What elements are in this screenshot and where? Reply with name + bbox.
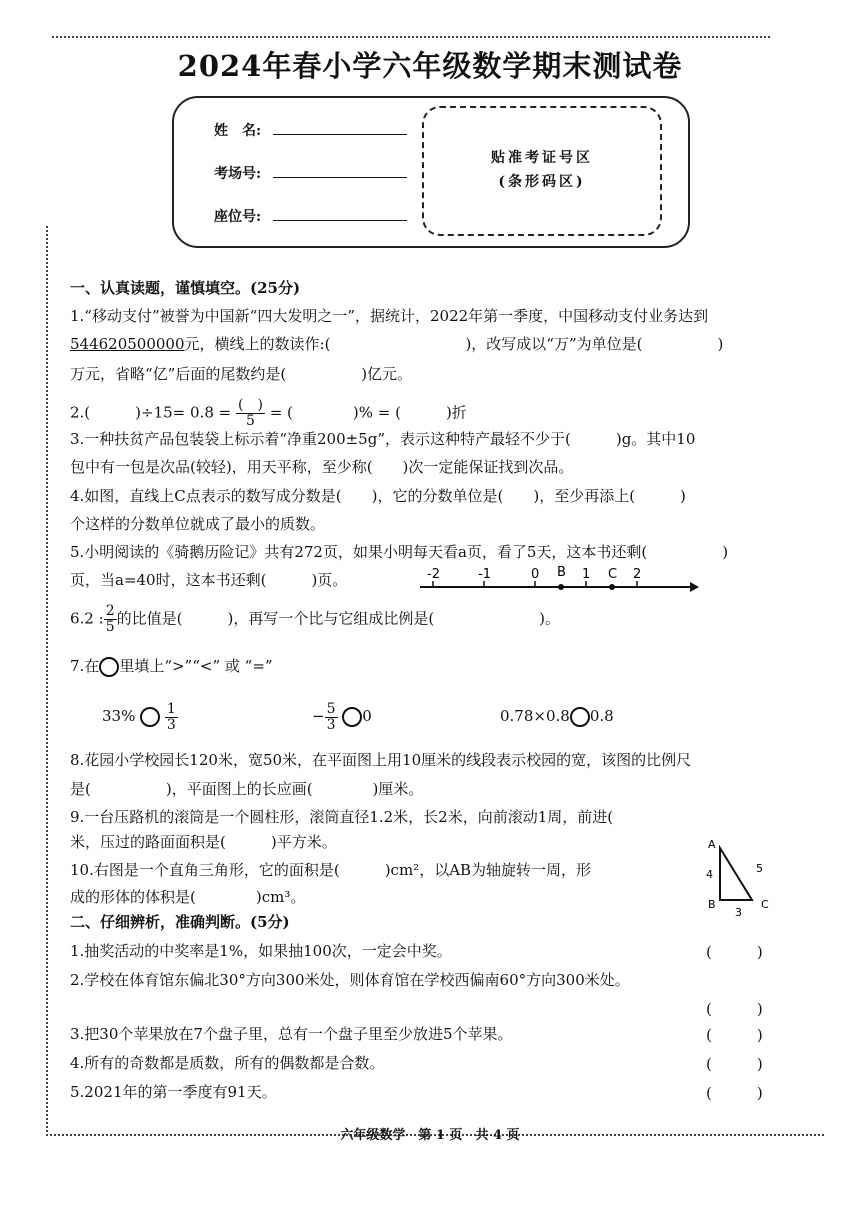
seat-field[interactable] xyxy=(273,220,407,221)
q7-c2-sign: − xyxy=(312,707,325,725)
q9-line2: 米，压过的路面面积是( )平方米。 xyxy=(70,833,337,851)
q6-text-b: 的比值是( )，再写一个比与它组成比例是( )。 xyxy=(116,609,561,628)
triangle-shape xyxy=(720,848,752,900)
barcode-area xyxy=(422,106,662,236)
q5-line1: 5.小明阅读的《骑鹅历险记》共有272页，如果小明每天看a页，看了5天，这本书还剩( ) xyxy=(70,543,729,561)
q8-line2: 是( )，平面图上的长应画( )厘米。 xyxy=(70,780,424,798)
name-label: 姓 名: xyxy=(214,123,262,139)
judge-item-3: 3.把30个苹果放在7个盘子里，总有一个盘子里至少放进5个苹果。 xyxy=(70,1025,513,1043)
answer-paren-3[interactable]: ( ) xyxy=(706,1026,763,1044)
q7-compare-3 xyxy=(500,700,614,732)
q2-fraction xyxy=(236,398,265,429)
q7-c3-left: 0.78×0.8 xyxy=(500,707,570,725)
side-ac-label: 5 xyxy=(756,862,763,875)
q2-frac-den: 5 xyxy=(245,413,255,429)
point-c-label: C xyxy=(608,567,618,582)
point-b-label: B xyxy=(557,565,566,580)
compare-circle-2[interactable] xyxy=(342,707,362,727)
q7-c2-right: 0 xyxy=(362,707,372,725)
q7-c1-den: 3 xyxy=(166,716,176,733)
q7-c3-right: 0.8 xyxy=(589,707,614,725)
q7-text-a: 7.在 xyxy=(70,657,100,675)
room-label: 考场号: xyxy=(214,166,262,182)
q6-line xyxy=(70,604,560,635)
room-field[interactable] xyxy=(273,177,407,178)
judge-item-1: 1.抽奖活动的中奖率是1%，如果抽100次，一定会中奖。 xyxy=(70,942,452,960)
seat-label: 座位号: xyxy=(214,209,262,225)
compare-circle-1[interactable] xyxy=(140,707,160,727)
vertex-a-label: A xyxy=(708,838,716,851)
q3-line1: 3.一种扶贫产品包装袋上标示着“净重200±5g”，表示这种特产最轻不少于( )g。其中10 xyxy=(70,430,696,448)
right-triangle-figure xyxy=(700,832,780,918)
answer-paren-4[interactable]: ( ) xyxy=(706,1055,763,1073)
answer-paren-2[interactable]: ( ) xyxy=(706,1000,763,1018)
tick-label-2: 2 xyxy=(633,567,642,582)
section1-heading: 一、认真读题，谨慎填空。(25分) xyxy=(70,279,301,297)
answer-paren-1[interactable]: ( ) xyxy=(706,943,763,961)
name-field[interactable] xyxy=(273,134,407,135)
q7-text-b: 里填上“>”“<” 或 “=” xyxy=(119,657,273,675)
judge-item-2: 2.学校在体育馆东偏北30°方向300米处，则体育馆在学校西偏南60°方向300米处。 xyxy=(70,971,630,989)
q10-line2: 成的形体的体积是( )cm³。 xyxy=(70,888,306,906)
q7-line xyxy=(70,654,273,678)
barcode-label: 贴准考证号区 xyxy=(491,150,593,166)
q6-text-a: 6.2 : xyxy=(70,609,104,628)
point-b-dot xyxy=(558,584,564,590)
q2-text-a: 2.( )÷15= 0.8 = xyxy=(70,403,232,422)
q10-line1: 10.右图是一个直角三角形，它的面积是( )cm²，以AB为轴旋转一周，形 xyxy=(70,861,592,879)
q2-text-b: = ( )% = ( )折 xyxy=(269,403,467,422)
number-line xyxy=(418,562,700,596)
q1-number: 544620500000 xyxy=(70,335,185,353)
page-footer: 六年级数学 第 1 页 共 4 页 xyxy=(340,1128,520,1143)
compare-circle-3[interactable] xyxy=(570,707,590,727)
q3-line2: 包中有一包是次品(较轻)，用天平称，至少称( )次一定能保证找到次品。 xyxy=(70,458,574,476)
side-bc-label: 3 xyxy=(735,906,742,918)
q7-c2-den: 3 xyxy=(326,716,336,733)
q6-frac-num: 2 xyxy=(105,603,115,619)
q8-line1: 8.花园小学校园长120米，宽50米，在平面图上用10厘米的线段表示校园的宽，该图的比例尺 xyxy=(70,751,692,769)
section2-heading: 二、仔细辨析，准确判断。(5分) xyxy=(70,913,290,931)
tick-label-neg1: -1 xyxy=(478,567,491,582)
q4-line1: 4.如图，直线上C点表示的数写成分数是( )，它的分数单位是( )，至少再添上( ) xyxy=(70,487,686,505)
judge-item-4: 4.所有的奇数都是质数，所有的偶数都是合数。 xyxy=(70,1054,385,1072)
q7-compare-2 xyxy=(312,700,372,733)
compare-circle-icon xyxy=(99,657,119,677)
barcode-sublabel: (条形码区) xyxy=(498,174,586,190)
q6-fraction xyxy=(104,604,117,635)
top-dotted-border xyxy=(52,36,770,38)
number-line-arrow xyxy=(690,582,699,592)
q1-line3: 万元，省略“亿”后面的尾数约是( )亿元。 xyxy=(70,365,413,383)
side-ab-label: 4 xyxy=(706,868,713,881)
q2-frac-num: ( ) xyxy=(237,397,263,413)
tick-label-neg2: -2 xyxy=(427,567,440,582)
q5-line2: 页，当a=40时，这本书还剩( )页。 xyxy=(70,571,348,589)
q1-text: 元，横线上的数读作:( )，改写成以“万”为单位是( ) xyxy=(184,335,724,353)
q7-c1-num: 1 xyxy=(166,700,176,717)
left-dotted-border xyxy=(46,226,48,1136)
q6-frac-den: 5 xyxy=(105,619,115,635)
point-c-dot xyxy=(609,584,615,590)
q7-c1-fraction xyxy=(165,702,178,733)
tick-label-1: 1 xyxy=(582,567,591,582)
exam-title: 2024年春小学六年级数学期末测试卷 xyxy=(177,49,683,83)
tick-label-0: 0 xyxy=(531,567,540,582)
q1-line1: 1.“移动支付”被誉为中国新“四大发明之一”，据统计，2022年第一季度，中国移动支付业务达到 xyxy=(70,307,709,325)
q9-line1: 9.一台压路机的滚筒是一个圆柱形，滚筒直径1.2米，长2米，向前滚动1周，前进( xyxy=(70,808,614,826)
q7-compare-1 xyxy=(102,700,178,733)
vertex-c-label: C xyxy=(761,898,769,911)
q2-line xyxy=(70,398,467,429)
q7-c2-num: 5 xyxy=(326,700,336,717)
q7-c2-fraction xyxy=(325,702,338,733)
q1-line2 xyxy=(70,334,723,354)
q4-line2: 个这样的分数单位就成了最小的质数。 xyxy=(70,515,326,533)
judge-item-5: 5.2021年的第一季度有91天。 xyxy=(70,1083,277,1101)
q7-c1-left: 33% xyxy=(102,707,136,725)
answer-paren-5[interactable]: ( ) xyxy=(706,1084,763,1102)
vertex-b-label: B xyxy=(708,898,716,911)
